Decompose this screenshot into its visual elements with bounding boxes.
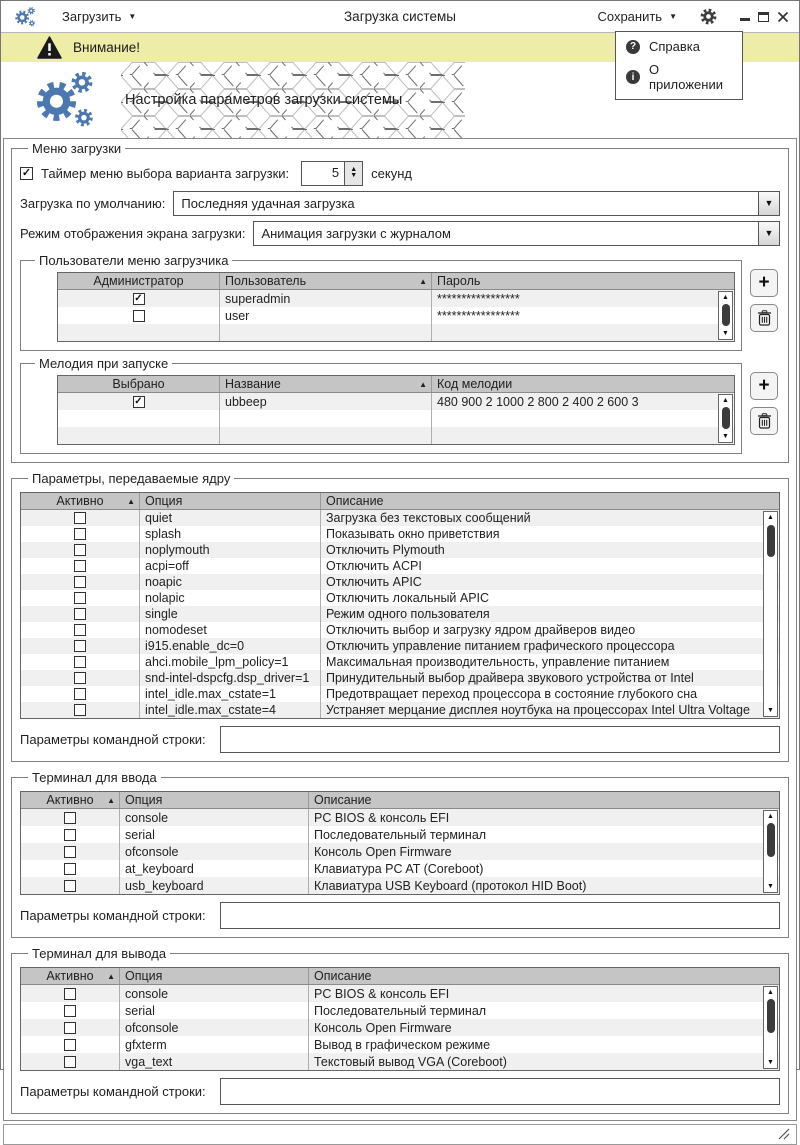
table-body — [21, 510, 779, 718]
row-checkbox[interactable] — [64, 880, 76, 892]
checkbox-cell — [21, 542, 140, 558]
column-header[interactable] — [309, 792, 779, 808]
row-checkbox[interactable] — [74, 656, 86, 668]
menu-item-about[interactable] — [616, 58, 742, 96]
chevron-down-icon: ▼ — [764, 198, 774, 208]
column-header[interactable] — [309, 968, 779, 984]
table-cell: usb_keyboard — [120, 877, 309, 894]
row-checkbox[interactable] — [74, 688, 86, 700]
table-cell: intel_idle.max_cstate=1 — [140, 686, 321, 702]
table-row[interactable] — [21, 1019, 779, 1036]
row-checkbox[interactable] — [64, 1005, 76, 1017]
users-section — [20, 253, 780, 351]
scroll-down-icon[interactable]: ▼ — [767, 707, 774, 714]
table-cell: Клавиатура USB Keyboard (протокол HID Boot) — [314, 878, 587, 893]
table-cell: nolapic — [140, 590, 321, 606]
table-cell: Текстовый вывод VGA (Coreboot) — [314, 1054, 507, 1069]
table-row[interactable] — [21, 654, 779, 670]
scroll-up-icon[interactable]: ▲ — [767, 514, 774, 521]
app-logo-gears-icon — [15, 66, 111, 134]
users-table — [57, 272, 735, 342]
table-cell — [220, 410, 432, 427]
group-legend: Пользователи меню загрузчика — [39, 253, 229, 268]
table-row[interactable] — [58, 290, 734, 307]
table-cell: ***************** — [437, 308, 520, 323]
column-header[interactable] — [21, 792, 120, 808]
table-row[interactable] — [21, 542, 779, 558]
table-cell: Максимальная производительность, управление питанием — [326, 655, 670, 669]
column-header[interactable] — [21, 968, 120, 984]
table-cell: vga_text — [120, 1053, 309, 1070]
warning-text: Внимание! — [73, 40, 141, 55]
column-header[interactable] — [120, 968, 309, 984]
sort-asc-icon: ▲ — [127, 496, 135, 506]
melody-section — [20, 356, 780, 454]
default-boot-select[interactable] — [173, 191, 780, 216]
chevron-down-icon: ▼ — [764, 228, 774, 238]
table-cell: acpi=off — [140, 558, 321, 574]
table-cell: ***************** — [437, 291, 520, 306]
group-legend: Параметры, передаваемые ядру — [32, 471, 231, 486]
table-cell: at_keyboard — [120, 860, 309, 877]
checkbox-cell — [58, 290, 220, 307]
default-boot-row — [20, 188, 780, 218]
combo-value: Анимация загрузки с журналом — [261, 225, 451, 241]
checkbox-cell — [21, 574, 140, 590]
table-row-empty — [58, 427, 734, 444]
checkbox-cell — [58, 307, 220, 324]
table-cell: Консоль Open Firmware — [314, 1020, 452, 1035]
column-header-label: Описание — [326, 494, 384, 508]
checkbox-cell — [21, 985, 120, 1002]
checkbox-cell — [21, 606, 140, 622]
page-title: Настройка параметров загрузки системы — [125, 92, 403, 108]
load-button-label: Загрузить — [62, 9, 122, 24]
row-checkbox[interactable] — [64, 1039, 76, 1051]
table-row[interactable] — [21, 574, 779, 590]
checkbox-cell — [21, 622, 140, 638]
scrollbar-thumb[interactable] — [767, 999, 775, 1033]
info-icon: i — [626, 70, 640, 84]
combo-arrow-button[interactable] — [758, 222, 779, 245]
table-body — [58, 290, 734, 341]
table-cell: ahci.mobile_lpm_policy=1 — [140, 654, 321, 670]
checkbox-cell — [21, 809, 120, 826]
timer-value[interactable]: 5 — [302, 162, 344, 185]
table-row[interactable] — [21, 606, 779, 622]
kernel-params-table — [20, 492, 780, 719]
scrollbar-thumb[interactable] — [767, 525, 775, 557]
delete-user-button[interactable] — [750, 304, 778, 332]
terminal-output-table — [20, 967, 780, 1071]
row-checkbox[interactable] — [64, 988, 76, 1000]
column-header-label: Опция — [145, 494, 183, 508]
column-header[interactable] — [220, 376, 432, 392]
timer-unit: секунд — [371, 165, 412, 181]
column-header-label: Пароль — [437, 274, 481, 288]
boot-menu-group — [11, 141, 789, 463]
save-button[interactable] — [591, 5, 683, 28]
terminal-output-group — [11, 946, 789, 1114]
users-table-buttons — [750, 253, 780, 332]
resize-grip-icon[interactable] — [776, 1128, 790, 1140]
table-header — [21, 493, 779, 510]
table-cell — [432, 324, 734, 341]
table-cell: serial — [120, 1002, 309, 1019]
column-header-label: Пользователь — [225, 274, 307, 288]
scrollbar-thumb[interactable] — [722, 304, 730, 326]
column-header-label: Активно — [56, 494, 104, 508]
save-button-label: Сохранить — [597, 9, 663, 24]
group-legend: Терминал для вывода — [32, 946, 167, 961]
column-header[interactable] — [21, 493, 140, 509]
checkbox-cell — [21, 590, 140, 606]
table-cell: 480 900 2 1000 2 800 2 400 2 600 3 — [437, 394, 639, 409]
scroll-up-icon[interactable]: ▲ — [767, 813, 774, 820]
scroll-down-icon[interactable]: ▼ — [767, 883, 774, 890]
table-cell: Отключить локальный APIC — [326, 591, 490, 605]
table-cell: quiet — [140, 510, 321, 526]
row-checkbox[interactable] — [74, 576, 86, 588]
checkbox-cell — [21, 860, 120, 877]
maximize-button[interactable] — [758, 12, 769, 22]
checkbox-cell — [21, 826, 120, 843]
row-checkbox[interactable] — [64, 812, 76, 824]
checkbox-cell — [58, 324, 220, 341]
column-header-label: Активно — [46, 793, 94, 807]
menu-item-label: Справка — [649, 39, 700, 54]
display-mode-row — [20, 218, 780, 248]
row-checkbox[interactable] — [74, 672, 86, 684]
scroll-down-icon[interactable]: ▼ — [767, 1059, 774, 1066]
table-cell: Принудительный выбор драйвера звукового устройства от Intel — [326, 671, 694, 685]
table-cell: single — [140, 606, 321, 622]
table-cell: splash — [140, 526, 321, 542]
checkbox-cell — [21, 1019, 120, 1036]
display-mode-label: Режим отображения экрана загрузки: — [20, 225, 246, 241]
sort-asc-icon: ▲ — [107, 795, 115, 805]
row-checkbox[interactable] — [64, 829, 76, 841]
chevron-down-icon: ▼ — [669, 12, 677, 21]
table-row[interactable] — [21, 638, 779, 654]
checkbox-cell — [21, 558, 140, 574]
timer-checkbox[interactable]: ✓ — [21, 166, 32, 179]
table-row[interactable] — [21, 670, 779, 686]
checkbox-cell — [58, 410, 220, 427]
melody-table — [57, 375, 735, 445]
table-cell: Клавиатура PC AT (Coreboot) — [314, 861, 484, 876]
table-cell: i915.enable_dc=0 — [140, 638, 321, 654]
column-header[interactable] — [432, 273, 734, 289]
table-cell: Вывод в графическом режиме — [314, 1037, 491, 1052]
table-row[interactable] — [21, 702, 779, 718]
table-row[interactable] — [21, 590, 779, 606]
table-cell: Отключить управление питанием графического процессора — [326, 639, 675, 653]
row-checkbox[interactable] — [64, 863, 76, 875]
menu-item-help[interactable] — [616, 35, 742, 58]
column-header[interactable] — [58, 376, 220, 392]
terminal-input-cmdline-input[interactable] — [220, 902, 780, 929]
sort-asc-icon: ▲ — [107, 971, 115, 981]
row-checkbox[interactable] — [74, 560, 86, 572]
vertical-scrollbar[interactable] — [718, 291, 733, 340]
table-row[interactable] — [21, 860, 779, 877]
table-row-empty — [58, 410, 734, 427]
row-checkbox[interactable] — [74, 624, 86, 636]
terminal-input-table — [20, 791, 780, 895]
table-cell — [220, 324, 432, 341]
column-header-label: Описание — [314, 793, 372, 807]
table-row[interactable] — [21, 622, 779, 638]
scrollbar-thumb[interactable] — [767, 823, 775, 857]
spin-down-icon[interactable]: ▼ — [350, 172, 358, 179]
terminal-output-cmdline-input[interactable] — [220, 1078, 780, 1105]
column-header-label: Название — [225, 377, 281, 391]
melody-table-buttons — [750, 356, 780, 435]
combo-value: Последняя удачная загрузка — [181, 195, 355, 211]
terminal-input-group — [11, 770, 789, 938]
checkbox-cell — [58, 393, 220, 410]
kernel-cmdline-input[interactable] — [220, 726, 780, 753]
table-header — [21, 968, 779, 985]
table-cell: user — [220, 307, 432, 324]
timer-label: Таймер меню выбора варианта загрузки: — [41, 165, 290, 181]
checkbox-cell — [21, 843, 120, 860]
scroll-up-icon[interactable]: ▲ — [722, 294, 729, 301]
checkbox-cell — [21, 1002, 120, 1019]
group-legend: Мелодия при запуске — [39, 356, 169, 371]
vertical-scrollbar[interactable] — [763, 986, 778, 1069]
column-header-label: Описание — [314, 969, 372, 983]
column-header[interactable] — [58, 273, 220, 289]
trash-icon — [757, 413, 772, 429]
timer-row — [20, 158, 780, 188]
table-header — [21, 792, 779, 809]
table-cell: Последовательный терминал — [314, 827, 487, 842]
table-cell: Устраняет мерцание дисплея ноутбука на процессорах Intel Ultra Voltage — [326, 703, 750, 717]
table-row[interactable] — [21, 686, 779, 702]
row-checkbox[interactable] — [74, 512, 86, 524]
cmdline-label: Параметры командной строки: — [20, 732, 206, 747]
table-cell — [432, 410, 734, 427]
combo-arrow-button[interactable] — [758, 192, 779, 215]
checkbox-cell — [58, 427, 220, 444]
melody-group — [20, 356, 742, 454]
table-row[interactable] — [58, 393, 734, 410]
row-checkbox[interactable] — [74, 528, 86, 540]
scroll-down-icon[interactable]: ▼ — [722, 433, 729, 440]
app-logo-gears-icon — [11, 5, 38, 29]
scroll-up-icon[interactable]: ▲ — [767, 989, 774, 996]
table-cell — [432, 427, 734, 444]
scroll-down-icon[interactable]: ▼ — [722, 330, 729, 337]
checkbox-cell — [21, 654, 140, 670]
vertical-scrollbar[interactable] — [718, 394, 733, 443]
vertical-scrollbar[interactable] — [763, 810, 778, 893]
main-content — [3, 138, 797, 1121]
table-header — [58, 273, 734, 290]
table-cell: intel_idle.max_cstate=4 — [140, 702, 321, 718]
table-row[interactable] — [21, 1036, 779, 1053]
sort-asc-icon: ▲ — [419, 276, 427, 286]
table-cell: console — [120, 809, 309, 826]
table-cell: serial — [120, 826, 309, 843]
kernel-cmdline-row — [20, 726, 780, 753]
hexagon-pattern — [121, 62, 465, 138]
column-header-label: Код мелодии — [437, 377, 513, 391]
vertical-scrollbar[interactable] — [763, 511, 778, 717]
checkbox-cell — [21, 686, 140, 702]
row-checkbox[interactable] — [74, 640, 86, 652]
checkbox-cell — [21, 526, 140, 542]
checkbox-cell — [21, 670, 140, 686]
cmdline-label: Параметры командной строки: — [20, 1084, 206, 1099]
table-body — [21, 809, 779, 894]
kernel-params-group — [11, 471, 789, 762]
terminal-input-cmdline-row — [20, 902, 780, 929]
row-checkbox[interactable]: ✓ — [134, 292, 143, 304]
table-cell: ofconsole — [120, 843, 309, 860]
column-header-label: Активно — [46, 969, 94, 983]
table-row[interactable] — [21, 558, 779, 574]
table-row[interactable] — [21, 510, 779, 526]
row-checkbox[interactable] — [64, 1022, 76, 1034]
table-cell: PC BIOS & консоль EFI — [314, 986, 450, 1001]
table-cell: Загрузка без текстовых сообщений — [326, 511, 531, 525]
column-header[interactable] — [321, 493, 779, 509]
table-row[interactable] — [21, 1002, 779, 1019]
cmdline-label: Параметры командной строки: — [20, 908, 206, 923]
timer-spinner[interactable] — [301, 161, 363, 186]
close-button[interactable] — [777, 11, 789, 23]
table-cell: ubbeep — [220, 393, 432, 410]
checkbox-cell — [21, 877, 120, 894]
table-row[interactable] — [21, 809, 779, 826]
gear-icon[interactable] — [699, 7, 718, 26]
row-checkbox[interactable] — [133, 310, 145, 322]
group-legend: Терминал для ввода — [32, 770, 157, 785]
row-checkbox[interactable] — [64, 846, 76, 858]
table-row[interactable] — [21, 1053, 779, 1070]
default-boot-label: Загрузка по умолчанию: — [20, 195, 166, 211]
table-cell: Отключить Plymouth — [326, 543, 445, 557]
checkbox-cell — [21, 702, 140, 718]
table-cell — [220, 427, 432, 444]
table-cell: Предотвращает переход процессора в состояние глубокого сна — [326, 687, 698, 701]
row-checkbox[interactable] — [74, 592, 86, 604]
column-header[interactable] — [220, 273, 432, 289]
column-header-label: Опция — [125, 969, 163, 983]
table-cell: noapic — [140, 574, 321, 590]
column-header[interactable] — [432, 376, 734, 392]
table-row[interactable] — [21, 877, 779, 894]
scroll-up-icon[interactable]: ▲ — [722, 397, 729, 404]
checkbox-cell — [21, 1053, 120, 1070]
table-cell: ofconsole — [120, 1019, 309, 1036]
window-controls — [740, 11, 789, 23]
table-body — [58, 393, 734, 444]
users-group — [20, 253, 742, 351]
spin-up-icon[interactable]: ▲ — [350, 166, 358, 173]
table-cell: Последовательный терминал — [314, 1003, 487, 1018]
table-cell: gfxterm — [120, 1036, 309, 1053]
column-header-label: Выбрано — [112, 377, 165, 391]
row-checkbox[interactable] — [74, 704, 86, 716]
table-header — [58, 376, 734, 393]
menu-item-label: О приложении — [649, 62, 723, 92]
table-cell: Отключить выбор и загрузку ядром драйверов видео — [326, 623, 636, 637]
column-header-label: Опция — [125, 793, 163, 807]
checkbox-cell — [21, 1036, 120, 1053]
table-row[interactable] — [21, 985, 779, 1002]
minimize-button[interactable] — [740, 18, 750, 21]
warning-icon — [37, 36, 62, 59]
terminal-output-cmdline-row — [20, 1078, 780, 1105]
table-row[interactable] — [21, 826, 779, 843]
table-row[interactable] — [58, 307, 734, 324]
table-cell: snd-intel-dspcfg.dsp_driver=1 — [140, 670, 321, 686]
display-mode-select[interactable] — [253, 221, 780, 246]
add-user-button[interactable]: + — [750, 269, 778, 297]
table-row[interactable] — [21, 526, 779, 542]
status-bar — [3, 1124, 797, 1145]
add-melody-button[interactable]: + — [750, 372, 778, 400]
table-cell: PC BIOS & консоль EFI — [314, 810, 450, 825]
table-cell: superadmin — [220, 290, 432, 307]
table-cell: Режим одного пользователя — [326, 607, 490, 621]
spinner-buttons — [344, 162, 362, 185]
table-body — [21, 985, 779, 1070]
table-cell: Отключить ACPI — [326, 559, 422, 573]
table-cell: Консоль Open Firmware — [314, 844, 452, 859]
help-icon: ? — [626, 40, 640, 54]
row-checkbox[interactable]: ✓ — [134, 395, 143, 407]
table-cell: noplymouth — [140, 542, 321, 558]
toolbar — [1, 1, 799, 33]
settings-menu — [615, 31, 743, 100]
row-checkbox[interactable] — [74, 544, 86, 556]
scrollbar-thumb[interactable] — [722, 407, 730, 429]
table-row[interactable] — [21, 843, 779, 860]
trash-icon — [757, 310, 772, 326]
column-header[interactable] — [120, 792, 309, 808]
table-cell: Отключить APIC — [326, 575, 422, 589]
checkbox-cell — [21, 510, 140, 526]
row-checkbox[interactable] — [64, 1056, 76, 1068]
load-button[interactable] — [56, 5, 142, 28]
sort-asc-icon: ▲ — [419, 379, 427, 389]
group-legend: Меню загрузки — [32, 141, 122, 156]
row-checkbox[interactable] — [74, 608, 86, 620]
column-header[interactable] — [140, 493, 321, 509]
table-row-empty — [58, 324, 734, 341]
table-cell: nomodeset — [140, 622, 321, 638]
delete-melody-button[interactable] — [750, 407, 778, 435]
checkbox-cell — [21, 638, 140, 654]
chevron-down-icon: ▼ — [128, 12, 137, 21]
window-title: Загрузка системы — [344, 9, 456, 24]
table-cell: Показывать окно приветствия — [326, 527, 500, 541]
table-cell: console — [120, 985, 309, 1002]
column-header-label: Администратор — [93, 274, 184, 288]
